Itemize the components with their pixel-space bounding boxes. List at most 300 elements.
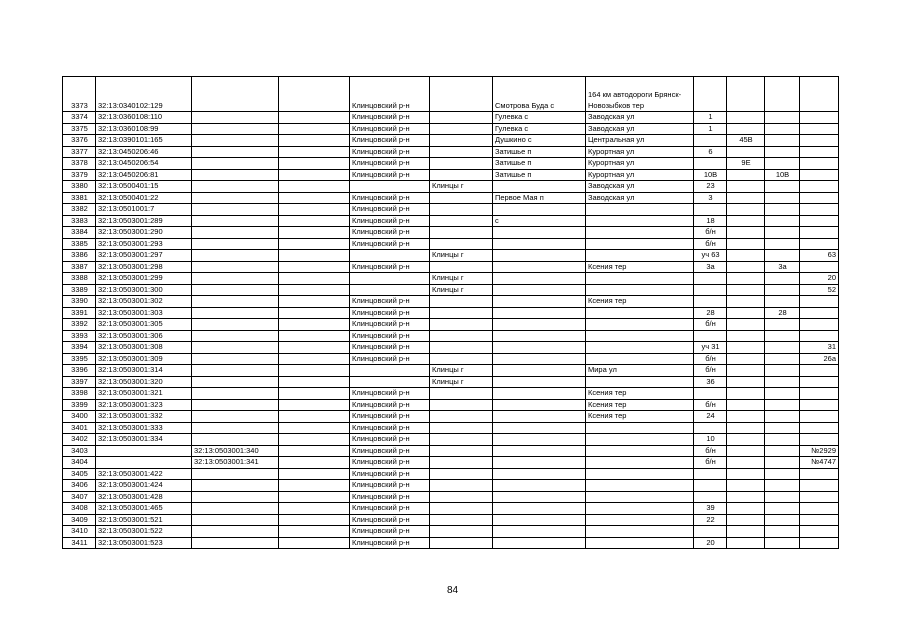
cell-corpus [765, 445, 800, 457]
cell-city [430, 204, 493, 216]
cell-settlement: Затишье п [493, 146, 586, 158]
cell-building [727, 342, 765, 354]
cell-prev_cadastral [192, 319, 279, 331]
cell-settlement: Гулевка с [493, 123, 586, 135]
cell-street: Курортная ул [586, 146, 694, 158]
cell-extra [800, 146, 839, 158]
cell-corpus [765, 491, 800, 503]
cell-city [430, 227, 493, 239]
cell-corpus [765, 123, 800, 135]
cell-cadastral: 32:13:0360108:110 [96, 112, 192, 124]
cell-extra [800, 526, 839, 538]
cell-prev_cadastral [192, 273, 279, 285]
cell-cadastral [96, 457, 192, 469]
cell-house: б/н [694, 457, 727, 469]
cell-cadastral: 32:13:0503001:308 [96, 342, 192, 354]
cell-extra [800, 399, 839, 411]
cell-settlement: Смотрова Буда с [493, 77, 586, 112]
cell-corpus [765, 215, 800, 227]
cell-district: Клинцовский р-н [350, 388, 430, 400]
table-row [63, 158, 839, 170]
cell-street [586, 227, 694, 239]
cell-district: Клинцовский р-н [350, 342, 430, 354]
cell-street: Заводская ул [586, 192, 694, 204]
table-row [63, 204, 839, 216]
cell-settlement [493, 422, 586, 434]
cell-corpus [765, 342, 800, 354]
cell-district: Клинцовский р-н [350, 480, 430, 492]
cell-city [430, 261, 493, 273]
cell-street: Ксения тер [586, 411, 694, 423]
table-row [63, 112, 839, 124]
cell-settlement [493, 319, 586, 331]
table-row [63, 250, 839, 262]
cell-prev_cadastral [192, 468, 279, 480]
cell-num: 3391 [63, 307, 96, 319]
cell-prev_cadastral [192, 284, 279, 296]
cell-extra [800, 158, 839, 170]
table-row [63, 319, 839, 331]
cell-blank [279, 434, 350, 446]
cell-prev_cadastral [192, 296, 279, 308]
cell-settlement [493, 411, 586, 423]
cell-house: 3а [694, 261, 727, 273]
cell-street [586, 503, 694, 515]
cell-building [727, 457, 765, 469]
cell-prev_cadastral [192, 204, 279, 216]
cell-extra [800, 514, 839, 526]
table-row [63, 537, 839, 549]
cell-prev_cadastral [192, 250, 279, 262]
cell-prev_cadastral [192, 181, 279, 193]
cell-extra: №4747 [800, 457, 839, 469]
cell-num: 3377 [63, 146, 96, 158]
cell-house: 28 [694, 307, 727, 319]
cell-building [727, 480, 765, 492]
cell-building [727, 503, 765, 515]
cell-building [727, 112, 765, 124]
cell-cadastral: 32:13:0503001:422 [96, 468, 192, 480]
cell-district: Клинцовский р-н [350, 204, 430, 216]
cell-city: Клинцы г [430, 273, 493, 285]
cell-settlement [493, 526, 586, 538]
cell-prev_cadastral [192, 135, 279, 147]
cell-street [586, 284, 694, 296]
cell-settlement [493, 181, 586, 193]
cell-district: Клинцовский р-н [350, 169, 430, 181]
cell-city: Клинцы г [430, 284, 493, 296]
cell-street: Курортная ул [586, 158, 694, 170]
cell-street [586, 342, 694, 354]
cell-street [586, 445, 694, 457]
cell-house [694, 77, 727, 112]
cell-street [586, 307, 694, 319]
cell-house: б/н [694, 399, 727, 411]
cell-blank [279, 238, 350, 250]
table-row [63, 353, 839, 365]
cell-district: Клинцовский р-н [350, 422, 430, 434]
cell-blank [279, 307, 350, 319]
cell-corpus [765, 146, 800, 158]
cell-house: б/н [694, 238, 727, 250]
cell-corpus [765, 388, 800, 400]
cell-cadastral: 32:13:0450206:81 [96, 169, 192, 181]
cell-city [430, 169, 493, 181]
cell-cadastral: 32:13:0503001:323 [96, 399, 192, 411]
cell-district [350, 376, 430, 388]
cell-corpus [765, 192, 800, 204]
cell-house: 10В [694, 169, 727, 181]
cell-district: Клинцовский р-н [350, 123, 430, 135]
cell-corpus [765, 227, 800, 239]
cell-cadastral: 32:13:0503001:293 [96, 238, 192, 250]
cell-settlement [493, 399, 586, 411]
cell-blank [279, 422, 350, 434]
cell-corpus [765, 135, 800, 147]
cell-street [586, 215, 694, 227]
cell-num: 3380 [63, 181, 96, 193]
cell-corpus [765, 376, 800, 388]
cell-cadastral: 32:13:0450206:46 [96, 146, 192, 158]
cell-prev_cadastral [192, 411, 279, 423]
cell-settlement [493, 250, 586, 262]
cell-num: 3373 [63, 77, 96, 112]
cell-building [727, 284, 765, 296]
cell-district: Клинцовский р-н [350, 261, 430, 273]
cell-prev_cadastral [192, 399, 279, 411]
cell-blank [279, 192, 350, 204]
table-row [63, 399, 839, 411]
cell-blank [279, 250, 350, 262]
cell-extra [800, 503, 839, 515]
cell-cadastral: 32:13:0503001:305 [96, 319, 192, 331]
cell-extra [800, 422, 839, 434]
cell-cadastral: 32:13:0503001:290 [96, 227, 192, 239]
cell-extra: 63 [800, 250, 839, 262]
cell-city [430, 342, 493, 354]
cell-city [430, 388, 493, 400]
cell-city [430, 215, 493, 227]
cell-blank [279, 353, 350, 365]
cell-house: 10 [694, 434, 727, 446]
cell-prev_cadastral [192, 330, 279, 342]
cell-extra [800, 468, 839, 480]
cell-settlement [493, 434, 586, 446]
cell-corpus [765, 77, 800, 112]
cell-cadastral: 32:13:0503001:314 [96, 365, 192, 377]
cell-house: б/н [694, 353, 727, 365]
table-row [63, 296, 839, 308]
cell-blank [279, 227, 350, 239]
cell-building [727, 526, 765, 538]
cell-num: 3376 [63, 135, 96, 147]
cell-extra: 52 [800, 284, 839, 296]
cell-house: уч 63 [694, 250, 727, 262]
cell-num: 3388 [63, 273, 96, 285]
cell-building [727, 434, 765, 446]
cell-extra [800, 411, 839, 423]
cell-num: 3390 [63, 296, 96, 308]
cell-num: 3408 [63, 503, 96, 515]
cell-district [350, 181, 430, 193]
cell-extra: 31 [800, 342, 839, 354]
cell-city [430, 238, 493, 250]
cell-street: 164 км автодороги Брянск-Новозыбков тер [586, 77, 694, 112]
cell-blank [279, 468, 350, 480]
cell-cadastral: 32:13:0390101:165 [96, 135, 192, 147]
cell-blank [279, 261, 350, 273]
cell-prev_cadastral [192, 215, 279, 227]
cell-house [694, 273, 727, 285]
cell-district: Клинцовский р-н [350, 158, 430, 170]
cell-settlement [493, 514, 586, 526]
cell-num: 3409 [63, 514, 96, 526]
cell-settlement [493, 537, 586, 549]
table-row [63, 307, 839, 319]
cell-settlement [493, 468, 586, 480]
cell-blank [279, 480, 350, 492]
table-row [63, 135, 839, 147]
cell-corpus [765, 353, 800, 365]
cell-street [586, 480, 694, 492]
cell-cadastral: 32:13:0501001:7 [96, 204, 192, 216]
cell-blank [279, 399, 350, 411]
cell-building [727, 468, 765, 480]
cell-num: 3407 [63, 491, 96, 503]
cell-settlement [493, 227, 586, 239]
cell-num: 3400 [63, 411, 96, 423]
cell-cadastral: 32:13:0503001:303 [96, 307, 192, 319]
cell-blank [279, 284, 350, 296]
cell-street: Мира ул [586, 365, 694, 377]
cell-city [430, 537, 493, 549]
cell-district: Клинцовский р-н [350, 227, 430, 239]
cell-corpus [765, 434, 800, 446]
cell-num: 3374 [63, 112, 96, 124]
cell-street [586, 353, 694, 365]
cell-num: 3397 [63, 376, 96, 388]
cell-cadastral: 32:13:0503001:306 [96, 330, 192, 342]
cell-corpus: 28 [765, 307, 800, 319]
cell-blank [279, 491, 350, 503]
cell-num: 3386 [63, 250, 96, 262]
cell-corpus [765, 526, 800, 538]
table-row [63, 227, 839, 239]
cell-building [727, 319, 765, 331]
cell-settlement: с [493, 215, 586, 227]
cell-street: Заводская ул [586, 181, 694, 193]
cell-city [430, 514, 493, 526]
cell-settlement [493, 491, 586, 503]
cell-city [430, 468, 493, 480]
cell-prev_cadastral [192, 353, 279, 365]
cell-city [430, 146, 493, 158]
cell-settlement [493, 445, 586, 457]
cell-district: Клинцовский р-н [350, 319, 430, 331]
cell-city [430, 399, 493, 411]
cell-street [586, 537, 694, 549]
cell-num: 3401 [63, 422, 96, 434]
cell-blank [279, 204, 350, 216]
cell-district: Клинцовский р-н [350, 146, 430, 158]
cell-extra [800, 434, 839, 446]
cell-cadastral: 32:13:0503001:302 [96, 296, 192, 308]
cell-district: Клинцовский р-н [350, 399, 430, 411]
cell-settlement [493, 284, 586, 296]
cell-building [727, 491, 765, 503]
page-number: 84 [446, 585, 459, 596]
table-row [63, 411, 839, 423]
cell-cadastral: 32:13:0503001:299 [96, 273, 192, 285]
cell-corpus: 10В [765, 169, 800, 181]
cell-building [727, 514, 765, 526]
table-row [63, 491, 839, 503]
cell-blank [279, 123, 350, 135]
cell-prev_cadastral [192, 526, 279, 538]
cell-house: 22 [694, 514, 727, 526]
cell-cadastral: 32:13:0503001:522 [96, 526, 192, 538]
cell-city: Клинцы г [430, 376, 493, 388]
cell-extra [800, 365, 839, 377]
cell-district: Клинцовский р-н [350, 514, 430, 526]
cell-city [430, 112, 493, 124]
cell-house: б/н [694, 227, 727, 239]
cell-street [586, 330, 694, 342]
cell-district: Клинцовский р-н [350, 296, 430, 308]
cell-cadastral: 32:13:0503001:333 [96, 422, 192, 434]
cell-street: Ксения тер [586, 399, 694, 411]
table-row [63, 77, 839, 112]
cell-prev_cadastral [192, 342, 279, 354]
cell-prev_cadastral [192, 169, 279, 181]
cell-street [586, 273, 694, 285]
table-row [63, 215, 839, 227]
cell-corpus [765, 399, 800, 411]
cell-city [430, 330, 493, 342]
cell-building [727, 204, 765, 216]
cell-corpus [765, 468, 800, 480]
cell-extra [800, 261, 839, 273]
cell-district: Клинцовский р-н [350, 457, 430, 469]
cell-district: Клинцовский р-н [350, 411, 430, 423]
cell-city [430, 480, 493, 492]
cell-district: Клинцовский р-н [350, 135, 430, 147]
cell-blank [279, 342, 350, 354]
cell-prev_cadastral [192, 261, 279, 273]
cell-house: 39 [694, 503, 727, 515]
cell-corpus [765, 238, 800, 250]
table-row [63, 434, 839, 446]
cell-house: 6 [694, 146, 727, 158]
cell-city [430, 457, 493, 469]
cell-building [727, 388, 765, 400]
cell-num: 3405 [63, 468, 96, 480]
table-row [63, 330, 839, 342]
cell-street: Ксения тер [586, 261, 694, 273]
cell-building: 9Е [727, 158, 765, 170]
cell-extra [800, 204, 839, 216]
table-row [63, 445, 839, 457]
cell-corpus [765, 480, 800, 492]
table-row [63, 422, 839, 434]
cell-district: Клинцовский р-н [350, 468, 430, 480]
cell-extra [800, 77, 839, 112]
cell-prev_cadastral [192, 434, 279, 446]
cell-building [727, 445, 765, 457]
table-row [63, 526, 839, 538]
cell-prev_cadastral [192, 480, 279, 492]
cell-cadastral: 32:13:0503001:309 [96, 353, 192, 365]
table-row [63, 192, 839, 204]
cell-extra [800, 319, 839, 331]
cell-num: 3399 [63, 399, 96, 411]
cell-extra: 20 [800, 273, 839, 285]
cell-prev_cadastral [192, 112, 279, 124]
cell-prev_cadastral [192, 192, 279, 204]
cell-district: Клинцовский р-н [350, 526, 430, 538]
cell-building: 45В [727, 135, 765, 147]
cell-city: Клинцы г [430, 181, 493, 193]
cell-settlement [493, 376, 586, 388]
cell-extra: №2929 [800, 445, 839, 457]
cell-city [430, 503, 493, 515]
cell-building [727, 146, 765, 158]
cell-num: 3384 [63, 227, 96, 239]
cell-settlement [493, 238, 586, 250]
cell-cadastral: 32:13:0340102:129 [96, 77, 192, 112]
cell-cadastral: 32:13:0360108:99 [96, 123, 192, 135]
cell-cadastral [96, 445, 192, 457]
table-row [63, 514, 839, 526]
cell-extra [800, 135, 839, 147]
cell-corpus [765, 514, 800, 526]
cell-house [694, 296, 727, 308]
cell-blank [279, 158, 350, 170]
cell-num: 3378 [63, 158, 96, 170]
cell-cadastral: 32:13:0503001:320 [96, 376, 192, 388]
cell-num: 3392 [63, 319, 96, 331]
cell-house: б/н [694, 365, 727, 377]
cell-street: Заводская ул [586, 123, 694, 135]
cell-blank [279, 135, 350, 147]
cell-street [586, 434, 694, 446]
cell-settlement [493, 365, 586, 377]
cell-cadastral: 32:13:0503001:521 [96, 514, 192, 526]
cell-district: Клинцовский р-н [350, 192, 430, 204]
cell-blank [279, 376, 350, 388]
cell-num: 3398 [63, 388, 96, 400]
cell-building [727, 123, 765, 135]
cell-cadastral: 32:13:0503001:465 [96, 503, 192, 515]
cell-blank [279, 273, 350, 285]
cell-prev_cadastral [192, 422, 279, 434]
cell-settlement [493, 204, 586, 216]
cell-extra [800, 192, 839, 204]
cell-corpus: 3а [765, 261, 800, 273]
cell-extra [800, 480, 839, 492]
table-row [63, 503, 839, 515]
cell-blank [279, 181, 350, 193]
cell-blank [279, 215, 350, 227]
cell-cadastral: 32:13:0500401:22 [96, 192, 192, 204]
cell-building [727, 250, 765, 262]
cell-cadastral: 32:13:0503001:523 [96, 537, 192, 549]
cell-building [727, 192, 765, 204]
cell-settlement [493, 307, 586, 319]
cell-num: 3403 [63, 445, 96, 457]
cell-building [727, 273, 765, 285]
cell-street: Курортная ул [586, 169, 694, 181]
